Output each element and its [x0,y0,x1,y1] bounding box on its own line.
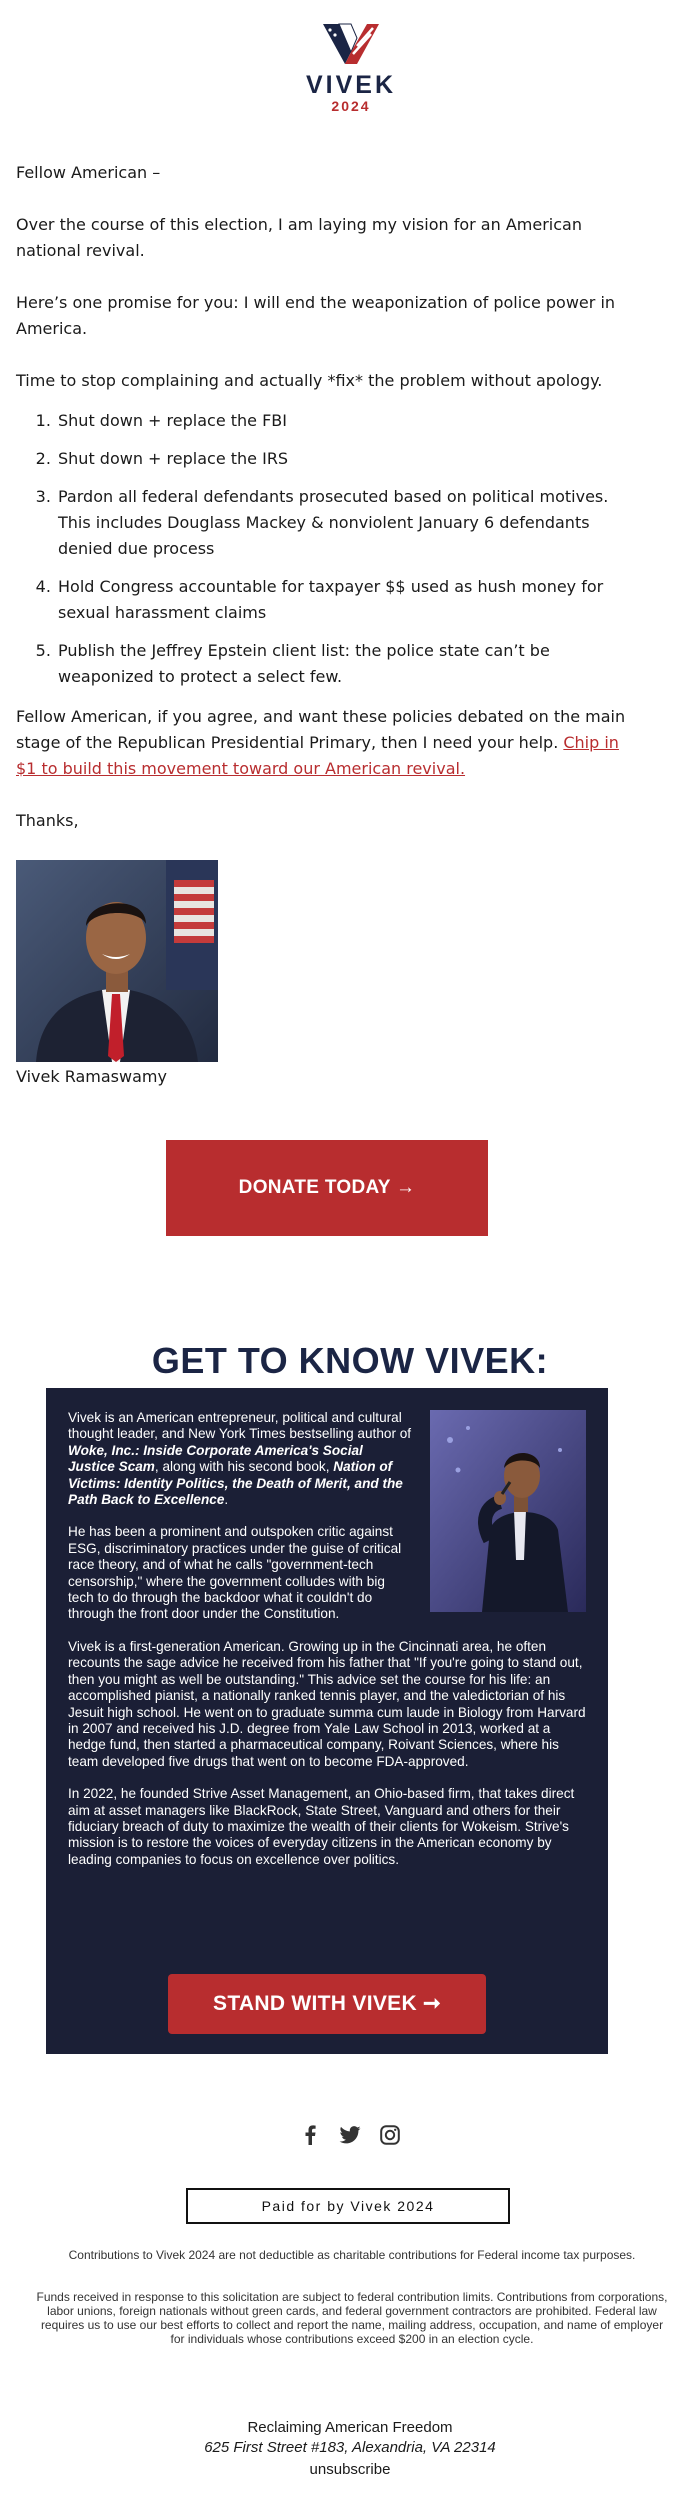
tax-disclaimer: Contributions to Vivek 2024 are not deductible as charitable contributions for Federal income tax purposes. [68,2248,636,2262]
list-item: 1. Shut down + replace the FBI [56,408,638,434]
bio-text-span: , along with his second book, [154,1459,334,1475]
appeal-text: Fellow American, if you agree, and want these policies debated on the main stage of the Republican Presidential Primary, then I need your help. [16,707,626,752]
bio-text-span: . [224,1492,229,1508]
get-to-know-title: GET TO KNOW VIVEK: [151,1340,549,1381]
funds-disclaimer: Funds received in response to this solicitation are subject to federal contribution limits. Contributions from corporations, labor unions, foreign nationals without green cards, and federal government contractors are prohibited. Federal law requires us to use our best efforts to collect and report the name, mailing address, occupation, and name of employer for individuals whose contributions exceed $200 in an election cycle. [36,2290,668,2346]
bio-paragraph [68,1410,413,1508]
bio-paragraph: In 2022, he founded Strive Asset Management, an Ohio-based firm, that takes direct aim at asset managers like BlackRock, State Street, Vanguard and others for their fiduciary breach of duty to maximize the wealth of their clients for Wokeism. Strive's mission is to restore the voices of everyday citizens in the American economy by leading companies to focus on excellence over politics. [68,1786,575,1867]
v-mark-icon [321,22,381,66]
list-item: 2. Shut down + replace the IRS [56,446,638,472]
book-title: Nation of Victims: Identity Politics, the Death of Merit, and the Path Back to Excellence [68,1459,403,1508]
paid-for-box: Paid for by Vivek 2024 [186,2188,510,2224]
signature-name: Vivek Ramaswamy [16,1067,167,1086]
donate-today-button[interactable]: DONATE TODAY → [166,1140,488,1236]
stand-with-vivek-button[interactable]: STAND WITH VIVEK ➞ [168,1974,486,2034]
bio-paragraph: He has been a prominent and outspoken critic against ESG, discriminatory practices under the guise of critical race theory, and of what he calls "government-tech censorship," where the government colludes with big tech to do through the backdoor what it couldn't do through the front door under the Constitution. [68,1524,402,1622]
bio-text-span: Vivek is an American entrepreneur, political and cultural thought leader, and New York Times bestselling author of [68,1410,412,1442]
unsubscribe-link[interactable]: unsubscribe [309,2461,391,2478]
bio-paragraph: Vivek is a first-generation American. Growing up in the Cincinnati area, he often recounts the sage advice he received from his father that "If you're going to stand out, then you might as well be outstanding." This advice set the course for his life: an accomplished pianist, a nationally ranked tennis player, and the valedictorian of his Jesuit high school. He went on to graduate summa cum laude in Biology from Harvard in 2007 and received his J.D. degree from Yale Law School in 2013, worked at a hedge fund, then started a pharmaceutical company, Roivant Sciences, where his team developed five drugs that went on to become FDA-approved. [68,1638,586,1769]
stage-photo [430,1410,586,1612]
promise-list [16,408,638,690]
portrait-image [16,860,218,1062]
letter-paragraph: Time to stop complaining and actually *fix* the problem without apology. [16,371,603,390]
list-item: 3. Pardon all federal defendants prosecuted based on political motives. This includes Douglass Mackey & nonviolent January 6 defendants denied due process [56,484,638,562]
footer-org: Reclaiming American Freedom [247,2419,453,2436]
vivek-logo [296,22,406,114]
logo-year: 2024 [331,98,371,114]
chip-in-link[interactable]: Chip in $1 to build this movement toward our American revival. [16,733,619,778]
list-item: 5. Publish the Jeffrey Epstein client list: the police state can’t be weaponized to protect a select few. [56,638,638,690]
book-title: Woke, Inc.: Inside Corporate America's Social Justice Scam [68,1442,363,1475]
facebook-icon[interactable] [299,2124,321,2146]
twitter-icon[interactable] [339,2124,361,2146]
social-links [0,2124,700,2146]
instagram-icon[interactable] [379,2124,401,2146]
letter-body [16,160,638,1090]
greeting: Fellow American – [16,163,161,182]
footer-address: 625 First Street #183, Alexandria, VA 22314 [204,2439,496,2456]
logo-wordmark: VIVEK [305,71,397,99]
list-item: 4. Hold Congress accountable for taxpayer $$ used as hush money for sexual harassment claims [56,574,638,626]
letter-paragraph [16,704,638,782]
bio-panel [46,1388,608,2054]
thanks-text: Thanks, [16,811,79,830]
letter-paragraph: Here’s one promise for you: I will end the weaponization of police power in America. [16,293,616,338]
letter-paragraph: Over the course of this election, I am laying my vision for an American national revival. [16,215,582,260]
